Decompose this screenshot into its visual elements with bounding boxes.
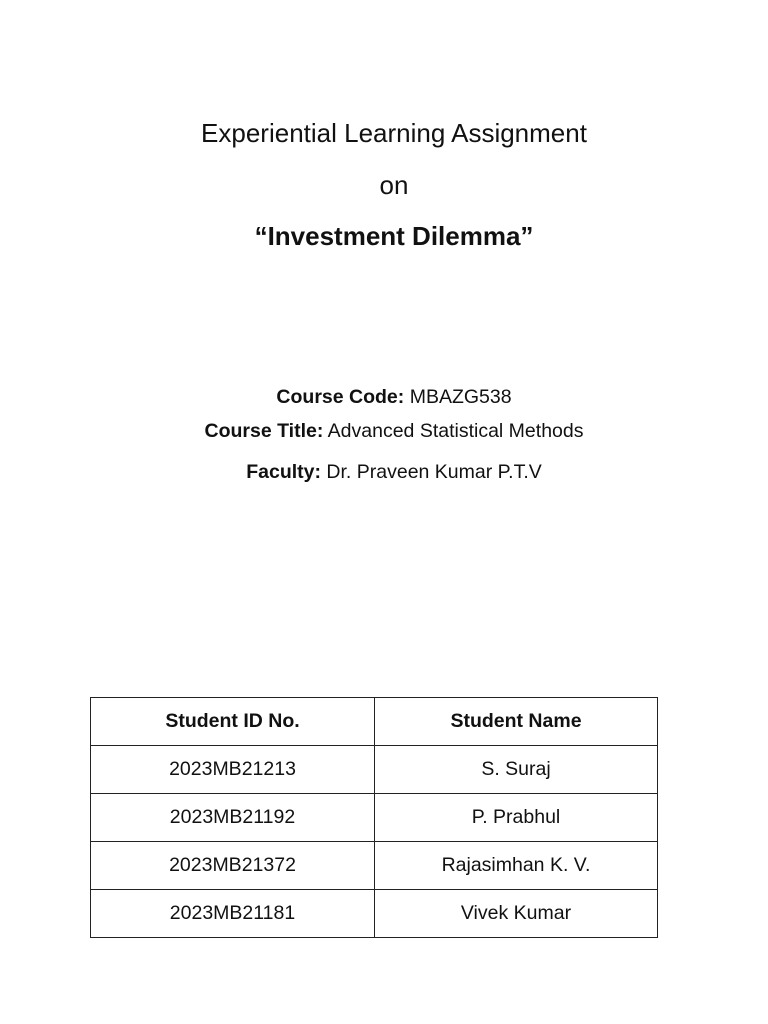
faculty	[0, 461, 768, 484]
student-table	[90, 697, 658, 938]
table-header-row	[91, 698, 658, 746]
table-row	[91, 746, 658, 794]
student-name-cell: P. Prabhul	[375, 794, 658, 842]
student-id-cell: 2023MB21192	[91, 794, 375, 842]
student-name-cell: Vivek Kumar	[375, 890, 658, 938]
course-title-value: Advanced Statistical Methods	[327, 420, 584, 442]
table-row	[91, 890, 658, 938]
student-name-cell: S. Suraj	[375, 746, 658, 794]
course-code-value: MBAZG538	[409, 386, 512, 408]
course-title	[0, 420, 768, 443]
heading-line-1: Experiential Learning Assignment	[201, 118, 587, 148]
student-id-cell: 2023MB21213	[91, 746, 375, 794]
course-code-label: Course Code:	[276, 386, 405, 408]
student-id-cell: 2023MB21372	[91, 842, 375, 890]
heading-line-2: on	[379, 170, 409, 200]
table-row	[91, 794, 658, 842]
student-name-cell: Rajasimhan K. V.	[375, 842, 658, 890]
course-title-label: Course Title:	[204, 420, 324, 442]
header-student-id: Student ID No.	[91, 698, 375, 746]
course-code	[0, 386, 768, 409]
faculty-label: Faculty:	[246, 461, 321, 483]
header-student-name: Student Name	[375, 698, 658, 746]
table-row	[91, 842, 658, 890]
faculty-value: Dr. Praveen Kumar P.T.V	[326, 461, 542, 483]
student-id-cell: 2023MB21181	[91, 890, 375, 938]
assignment-topic: “Investment Dilemma”	[254, 221, 534, 251]
